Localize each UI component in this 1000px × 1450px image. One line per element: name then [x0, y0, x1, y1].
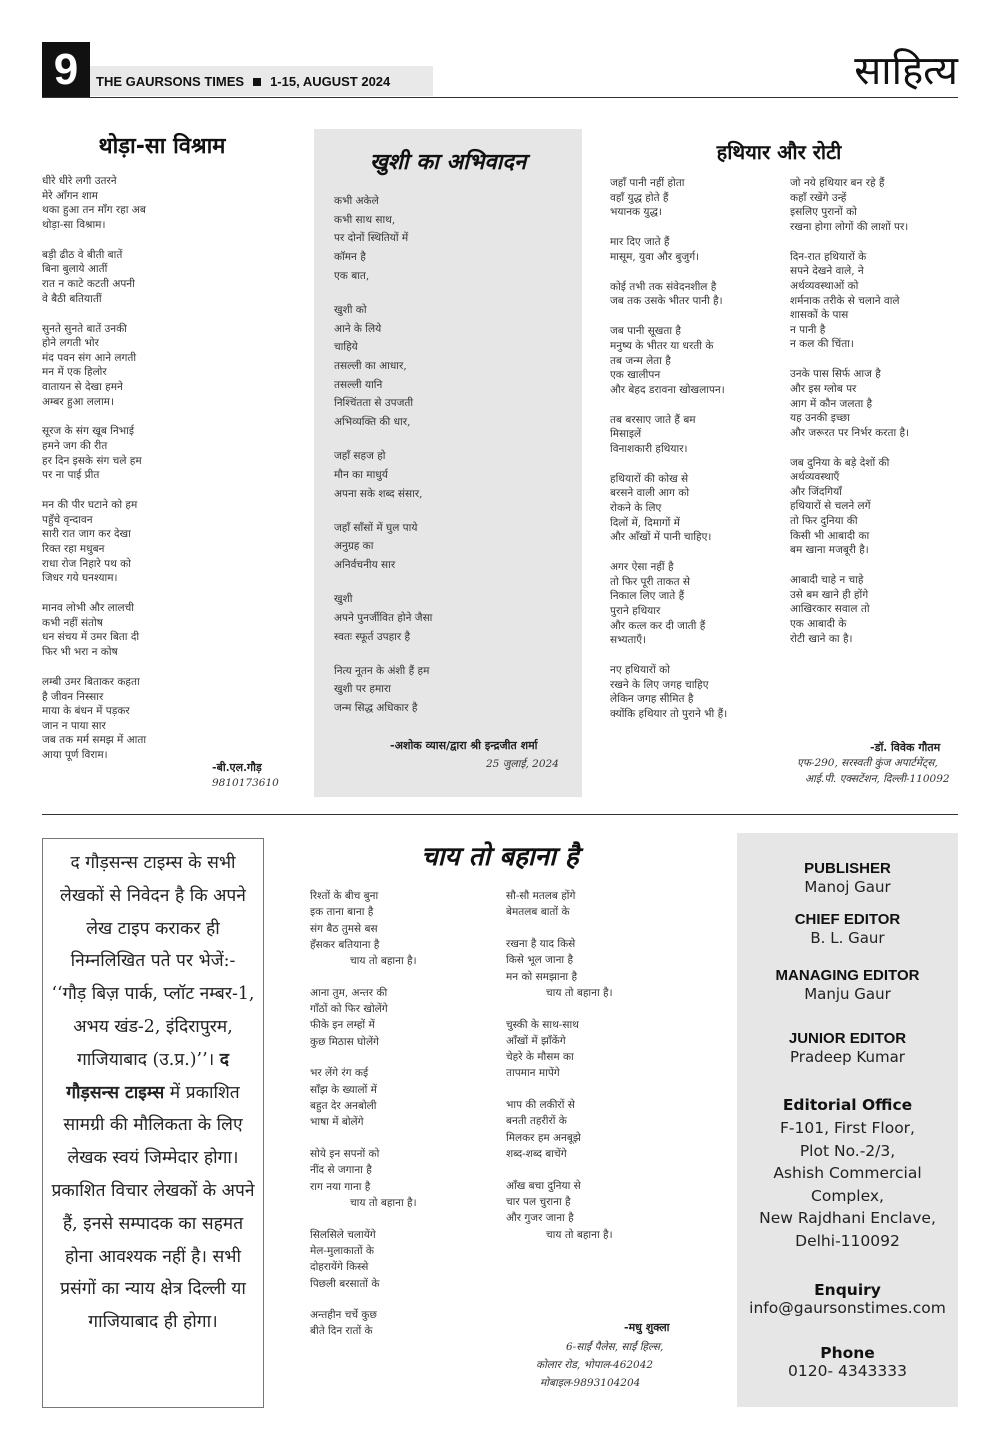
page-number: 9 [42, 42, 90, 98]
poem-line: रोटी खाने का है। [790, 632, 853, 645]
office-address [737, 1117, 958, 1253]
stanza [506, 888, 706, 921]
stanza [610, 235, 786, 264]
poem-line: जान न पाया सार [42, 719, 106, 732]
poem-line: तो फिर दुनिया की [790, 515, 858, 528]
poem-line: भाषा में बोलेंगे [310, 1116, 364, 1129]
stanza [42, 248, 292, 306]
stanza [790, 367, 958, 440]
office-label: Editorial Office [782, 1096, 913, 1114]
poem-line: लेकिन जगह सीमित है [610, 693, 694, 706]
poem3-column-1 [610, 176, 786, 737]
poem-line: जब तक मर्म समझ में आता [42, 734, 147, 747]
poem-line: बिना बुलाये आतीं [42, 263, 108, 276]
stanza [506, 1097, 706, 1162]
poem-line: हर दिन इसके संग चले हम [42, 454, 142, 467]
stanza [334, 447, 574, 503]
stanza [790, 573, 958, 646]
junior-editor-label: JUNIOR EDITOR [788, 1030, 907, 1047]
stanza [610, 413, 786, 457]
poem-line: अगर ऐसा नहीं है [610, 561, 674, 574]
poem-line: साँझ के ख्यालों में [310, 1083, 377, 1096]
poem4-address-1: 6-साईं पैलेस, साईं हिल्स, [566, 1341, 664, 1353]
poem-line: सौ-सौ मतलब होंगे [506, 890, 576, 902]
poem-line: आया पूर्ण विराम। [42, 748, 108, 761]
poem-line: तसल्ली का आधार, [334, 360, 407, 373]
poem-line: कोई तभी तक संवेदनशील है [610, 280, 717, 293]
office-line: Plot No.-2/3, [799, 1141, 896, 1160]
poem-line: कभी अकेले [334, 195, 379, 207]
poem-line: निकाल लिए जाते हैं [610, 590, 685, 603]
stanza [610, 663, 786, 721]
managing-editor-label: MANAGING EDITOR [775, 967, 920, 984]
poem-line: तसल्ली यानि [334, 378, 383, 391]
stanza [310, 888, 490, 969]
poem-line: मंद पवन संग आने लगती [42, 351, 137, 364]
poem-line: अभिव्यक्ति की धार, [334, 416, 411, 429]
poem4-address-2: कोलार रोड, भोपाल-462042 [536, 1359, 654, 1371]
poem-line: मौन का माधुर्य [334, 468, 388, 481]
poem-line: आग में कौन जलता है [790, 397, 873, 410]
poem-line: नित्य नूतन के अंशी हैं हम [334, 664, 430, 677]
stanza [42, 675, 292, 763]
stanza [506, 1178, 706, 1243]
stanza [506, 1017, 706, 1082]
poem3-title: हथियार और रोटी [716, 140, 842, 164]
poem2-title: खुशी का अभिवादन [369, 150, 527, 175]
poem-line: सोये इन सपनों को [310, 1148, 380, 1161]
poem-line: खुशी पर हमारा [334, 683, 391, 696]
poem-line: दिलों में, दिमागों में [610, 516, 680, 529]
office-line: Delhi-110092 [795, 1231, 900, 1250]
managing-editor-name: Manju Gaur [804, 985, 891, 1003]
poem-line: चेहरे के मौसम का [506, 1051, 574, 1064]
poem-line: न पानी है [790, 323, 826, 336]
poem-line: जन्म सिद्ध अधिकार है [334, 702, 418, 715]
poem-line: मार दिए जाते हैं [610, 236, 670, 249]
poem-line: धन संचय में उमर बिता दी [42, 631, 140, 644]
poem-line: आना तुम, अन्तर की [310, 986, 388, 999]
paper-name: THE GAURSONS TIMES [96, 74, 245, 89]
poem-line: नींद से जगाना है [310, 1164, 372, 1177]
section-title: साहित्य [854, 48, 958, 94]
poem-line: यह उनकी इच्छा [790, 412, 850, 425]
poem-line: पर दोनों स्थितियों में [334, 232, 409, 245]
poem-line: और गुजर जाना है [506, 1212, 574, 1225]
stanza [334, 662, 574, 718]
poem-line: थका हुआ तन माँग रहा अब [42, 204, 146, 217]
poem-line: और कत्ल कर दी जाती हैं [610, 619, 706, 632]
poem-line: और आँखों में पानी चाहिए। [610, 531, 712, 544]
stanza [42, 322, 292, 410]
poem-line: क्योंकि हथियार तो पुराने भी हैं। [610, 707, 728, 720]
poem-line: चाय तो बहाना है। [350, 1196, 417, 1209]
poem-line: सूरज के संग खूब निभाई [42, 425, 134, 438]
poem-line: भर लेंगे रंग कई [310, 1067, 369, 1080]
poem-line: कभी साथ साथ, [334, 213, 396, 226]
stanza [610, 324, 786, 397]
poem-line: बनती तहरीरों के [506, 1115, 567, 1128]
poem-line: मासूम, युवा और बुजुर्ग। [610, 250, 700, 263]
poem-line: खुशी [334, 593, 353, 606]
poem-line: एक आबादी के [790, 618, 847, 630]
poem-line: हँसकर बतियाना है [310, 938, 380, 951]
poem-line: नए हथियारों को [610, 664, 670, 677]
publisher-label: PUBLISHER [804, 860, 891, 877]
poem-line: दोहरायेंगे किस्से [310, 1261, 369, 1274]
authors-notice [42, 838, 264, 1408]
poem-line: वहाँ युद्ध होते हैं [610, 191, 669, 204]
poem1-title: थोड़ा-सा विश्राम [98, 134, 226, 159]
poem-line: और जिंदगियाँ [790, 485, 842, 498]
poem-line: उसे बम खाने ही होंगे [790, 588, 869, 601]
poem-line: होने लगती भोर [42, 337, 99, 350]
poem-line: पुराने हथियार [610, 605, 661, 617]
stanza [42, 601, 292, 659]
poem-line: चाहिये [334, 341, 358, 354]
office-line: Ashish Commercial [773, 1164, 922, 1183]
poem2-date: 25 जुलाई, 2024 [486, 758, 559, 770]
stanza [310, 1307, 490, 1340]
poem-line: चुस्की के साथ-साथ [506, 1018, 579, 1031]
poem-line: शब्द-शब्द बाचेंगे [506, 1148, 567, 1161]
chief-editor-name: B. L. Gaur [810, 929, 885, 947]
publisher-name: Manoj Gaur [804, 878, 891, 896]
staff-box [737, 833, 958, 1407]
poem-line: बरसने वाली आग को [610, 487, 690, 500]
poem4-address-3: मोबाइल-9893104204 [540, 1377, 641, 1389]
poem-line: अनुग्रह का [334, 540, 374, 553]
poem-line: मन को समझाना है [506, 970, 578, 983]
poem-line: हथियारों से चलने लगें [790, 500, 871, 513]
poem-line: आँखों में झाँकेंगे [506, 1034, 566, 1047]
poem-line: मिलकर हम अनबूझे [506, 1131, 581, 1144]
poem-line: रोकने के लिए [610, 502, 662, 515]
poem3-column-2 [790, 176, 958, 662]
poem-line: सारी रात जाग कर देखा [42, 528, 131, 541]
poem-line: मन की पीर घटाने को हम [42, 499, 138, 512]
poem-line: चाय तो बहाना है। [546, 1228, 613, 1241]
stanza [310, 985, 490, 1050]
poem-line: जो नये हथियार बन रहे हैं [790, 177, 885, 189]
poem-line: पिछली बरसातों के [310, 1277, 380, 1290]
poem-line: भयानक युद्ध। [610, 206, 662, 219]
poem-line: स्वतः स्फूर्त उपहार है [334, 630, 411, 643]
poem-line: न कल की चिंता। [790, 338, 854, 351]
poem-line: जहाँ सहज हो [334, 450, 386, 463]
poem-line: उनके पास सिर्फ आज है [790, 368, 881, 381]
enquiry-label: Enquiry [814, 1280, 881, 1299]
stanza [610, 176, 786, 220]
chief-editor-label: CHIEF EDITOR [794, 911, 901, 928]
office-line: F-101, First Floor, [780, 1119, 915, 1137]
junior-editor-name: Pradeep Kumar [790, 1048, 905, 1066]
poem-line: सिलसिले चलायेंगे [310, 1228, 376, 1241]
middle-divider [42, 814, 958, 815]
poem-line: मनुष्य के भीतर या धरती के [610, 339, 714, 352]
stanza [334, 590, 574, 646]
poem-line: एक बात, [334, 269, 370, 282]
poem-line: एक खालीपन [610, 369, 661, 382]
stanza [310, 1227, 490, 1292]
poem-line: माया के बंधन में पड़कर [42, 705, 130, 718]
poem-line: कहाँ रखेंगे उन्हें [790, 191, 847, 204]
poem-line: फीके इन लम्हों में [310, 1019, 375, 1032]
poem-line: बेमतलब बातों के [506, 906, 570, 919]
poem-line: जब पानी सूखता है [610, 325, 681, 338]
poem-line: चाय तो बहाना है। [546, 986, 613, 999]
poem-line: गाँठों को फिर खोलेंगे [310, 1003, 388, 1016]
poem-line: रखना है याद किसे [506, 937, 576, 950]
poem-line: रात न काटे कटती अपनी [42, 277, 135, 290]
poem-line: अर्थव्यवस्थाओं को [790, 279, 859, 292]
stanza [506, 936, 706, 1001]
poem-line: मिसाइलें [610, 428, 642, 441]
poem1-author: -बी.एल.गौड़ [212, 761, 262, 774]
masthead [90, 66, 433, 96]
poem-line: अम्बर हुआ ललाम। [42, 395, 114, 408]
poem4-title: चाय तो बहाना है [421, 842, 579, 872]
poem-line: रखने के लिए जगह चाहिए [610, 678, 709, 691]
poem3-address-2: आई.पी. एक्सटेंशन, दिल्ली-110092 [805, 773, 950, 785]
poem1-body [42, 174, 292, 778]
poem-line: राग नया गाना है [310, 1180, 371, 1193]
poem-line: चाय तो बहाना है। [350, 955, 417, 968]
poem-line: खुशी को [334, 303, 367, 316]
poem4-author: -मधु शुक्ला [624, 1321, 670, 1334]
poem4-column-1 [310, 888, 490, 1355]
poem-line: कॉमन है [334, 251, 366, 264]
poem-line: अन्तहीन चर्चे कुछ [310, 1309, 377, 1322]
stanza [790, 250, 958, 352]
poem-line: है जीवन निस्सार [42, 690, 104, 703]
poem-line: आँख बचा दुनिया से [506, 1179, 581, 1192]
stanza [334, 519, 574, 575]
poem3-author: -डॉ. विवेक गौतम [870, 741, 941, 754]
poem-line: आबादी चाहे न चाहे [790, 574, 864, 587]
poem-line: शर्मनाक तरीके से चलाने वाले [790, 294, 900, 307]
poem-line: अपना सके शब्द संसार, [334, 487, 423, 500]
poem-line: पहुँचे वृन्दावन [42, 513, 93, 526]
poem-line: संग बैठ तुमसे बस [310, 922, 378, 935]
poem2-author: -अशोक व्यास/द्वारा श्री इन्द्रजीत शर्मा [390, 739, 538, 752]
poem-line: जब तक उसके भीतर पानी है। [610, 295, 723, 308]
stanza [334, 192, 574, 286]
issue-date: 1-15, AUGUST 2024 [270, 74, 391, 89]
phone-number: 0120- 4343333 [788, 1361, 907, 1380]
notice-text-2: में प्रकाशित सामग्री की मौलिकता के लिए लेखक स्वयं जिम्मेदार होगा। प्रकाशित विचार लेखकों के अपने हैं, इनसे सम्पादक का सहमत होना आवश्यक नहीं है। सभी प्रसंगों का न्याय क्षेत्र दिल्ली या गाजियाबाद ही होगा। [51, 1082, 255, 1333]
poem-line: निश्चिंतता से उपजती [334, 397, 414, 410]
stanza [42, 498, 292, 586]
poem-line: जहाँ साँसों में घुल पाये [334, 521, 418, 534]
poem-line: आने के लिये [334, 322, 382, 335]
poem-line: चार पल चुराना है [506, 1196, 571, 1209]
poem-line: मेरे आँगन शाम [42, 189, 98, 202]
poem-line: धीरे धीरे लगी उतरने [42, 175, 117, 187]
poem-line: कभी नहीं संतोष [42, 616, 103, 629]
square-bullet-icon [253, 78, 261, 86]
poem-line: तब बरसाए जाते हैं बम [610, 413, 696, 426]
poem-line: विनाशकारी हथियार। [610, 442, 688, 455]
poem-line: तब जन्म लेता है [610, 354, 671, 367]
phone-label: Phone [820, 1343, 875, 1362]
stanza [610, 472, 786, 545]
poem2-body [334, 192, 574, 733]
poem-line: बड़ी ढीठ वे बीती बातें [42, 248, 123, 261]
poem3-address-1: एफ-290, सरस्वती कुंज अपार्टमेंट्स, [797, 757, 938, 769]
poem-line: दिन-रात हथियारों के [790, 250, 867, 263]
stanza [310, 1146, 490, 1211]
office-line: New Rajdhani Enclave, [759, 1209, 936, 1228]
poem-line: कुछ मिठास घोलेंगे [310, 1035, 379, 1048]
poem-line: रिश्तों के बीच बुना [310, 890, 379, 902]
poem-line: राधा रोज निहारे पथ को [42, 557, 131, 570]
poem-line: जहाँ पानी नहीं होता [610, 177, 685, 189]
poem-line: पर ना पाई प्रीत [42, 469, 100, 482]
poem-line: जब दुनिया के बड़े देशों की [790, 456, 890, 469]
poem-line: किसी भी आबादी का [790, 529, 870, 542]
poem-line: जिधर गये घनश्याम। [42, 572, 118, 585]
poem-line: आखिरकार सवाल तो [790, 603, 870, 616]
poem-line: इसलिए पुरानों को [790, 206, 857, 219]
notice-paper-name: द गौड़सन्स टाइम्स [66, 1049, 229, 1103]
poem-line: थोड़ा-सा विश्राम। [42, 218, 106, 231]
poem-line: फिर भी भरा न कोष [42, 645, 118, 658]
poem-line: तो फिर पूरी ताकत से [610, 575, 690, 588]
poem-line: मेल-मुलाकातों के [310, 1244, 374, 1257]
poem-line: सभ्यताएँ। [610, 634, 647, 647]
office-line: Complex, [811, 1186, 884, 1205]
poem-line: बम खाना मजबूरी है। [790, 544, 869, 557]
poem-line: तापमान मापेंगे [506, 1067, 560, 1080]
poem-line: शासकों के पास [790, 309, 849, 322]
poem-line: बीते दिन रातों के [310, 1325, 373, 1338]
poem-line: अर्थव्यवस्थाएँ [790, 471, 840, 484]
poem-line: रखना होगा लोगों की लाशों पर। [790, 220, 909, 233]
poem-line: वातायन से देखा हमने [42, 380, 123, 393]
poem4-column-2 [506, 888, 706, 1258]
stanza [42, 424, 292, 482]
poem-line: इक ताना बाना है [310, 906, 374, 919]
poem1-phone: 9810173610 [212, 777, 279, 789]
stanza [610, 560, 786, 648]
notice-text-1: द गौड़सन्स टाइम्स के सभी लेखकों से निवेदन है कि अपने लेख टाइप कराकर ही निम्नलिखित पते पर भेजें:- ‘‘गौड़ बिज़ पार्क, प्लॉट नम्बर-1, अभय खंड-2, इंदिरापुरम, गाजियाबाद (उ.प्र.)’’। [51, 853, 255, 1070]
poem-line: भाप की लकीरों से [506, 1099, 575, 1112]
poem-line: मानव लोभी और लालची [42, 602, 134, 615]
enquiry-email[interactable]: info@gaursonstimes.com [749, 1298, 946, 1317]
poem-line: वे बैठी बतियातीं [42, 292, 102, 305]
stanza [42, 174, 292, 232]
poem-line: हमने जग की रीत [42, 440, 108, 453]
poem-line: और जरूरत पर निर्भर करता है। [790, 426, 910, 439]
stanza [310, 1065, 490, 1130]
poem-line: अनिर्वचनीय सार [334, 559, 396, 572]
header-divider [42, 97, 958, 98]
poem-line: और बेहद डरावना खोखलापन। [610, 383, 725, 396]
poem-line: बहुत देर अनबोली [310, 1100, 377, 1113]
stanza [790, 456, 958, 558]
poem-line: मन में एक हिलोर [42, 366, 107, 379]
poem-line: रिक्त रहा मधुबन [42, 543, 105, 556]
poem-line: किसे भूल जाना है [506, 954, 574, 967]
poem-line: और इस ग्लोब पर [790, 382, 857, 395]
poem-line: हथियारों की कोख से [610, 472, 689, 485]
stanza [334, 301, 574, 432]
poem-line: अपने पुनर्जीवित होने जैसा [334, 611, 433, 624]
poem-line: सुनते सुनते बातें उनकी [42, 322, 127, 335]
poem-line: सपने देखने वाले, ने [790, 265, 864, 278]
poem-line: लम्बी उमर बिताकर कहता [42, 675, 140, 688]
stanza [790, 176, 958, 234]
stanza [610, 280, 786, 309]
